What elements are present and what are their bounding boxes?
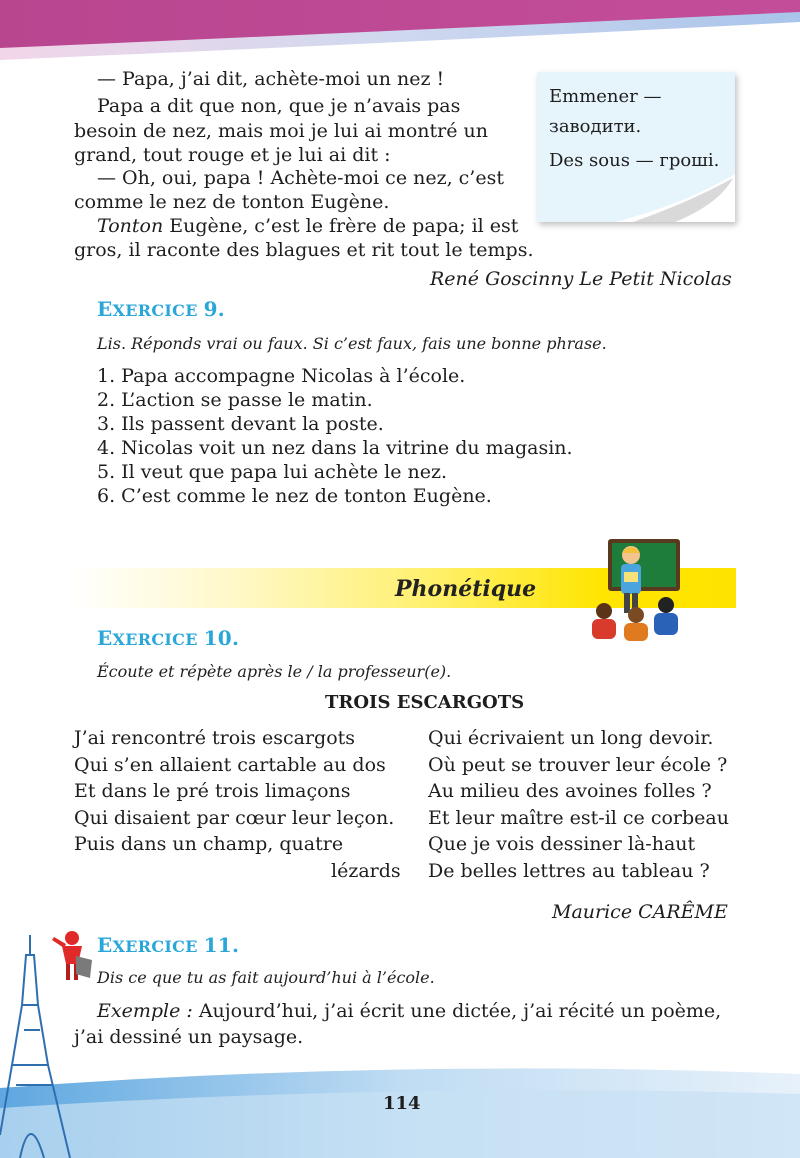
poem-line: Où peut se trouver leur école ? xyxy=(428,753,728,776)
example-label: Exemple : xyxy=(97,1000,193,1022)
exercise-9-title: EXERCICE 9. xyxy=(97,297,226,321)
page-number: 114 xyxy=(383,1093,421,1114)
exercise-10-title: EXERCICE 10. xyxy=(97,626,240,650)
poem-line: Qui s’en allaient cartable au dos xyxy=(74,753,386,776)
story-source: René Goscinny Le Petit Nicolas xyxy=(430,268,732,290)
example-line xyxy=(97,1000,721,1022)
exercise-10-instruction: Écoute et répète après le / la professeur(e). xyxy=(97,662,452,681)
poem-title: TROIS ESCARGOTS xyxy=(325,692,525,713)
poem-line: Puis dans un champ, quatre xyxy=(74,833,344,855)
page-curl xyxy=(615,174,735,222)
example-text: Aujourd’hui, j’ai écrit une dictée, j’ai récité un poème, xyxy=(192,1000,722,1022)
section-title: Phonétique xyxy=(395,576,537,602)
eiffel-tower-icon xyxy=(0,935,100,1158)
story-line-rest: Eugène, c’est le frère de papa; il est xyxy=(163,215,519,237)
vocab-line: Emmener — xyxy=(549,86,662,107)
header-band xyxy=(0,0,800,70)
exercise-11-title: EXERCICE 11. xyxy=(97,933,240,957)
story-line: gros, il raconte des blagues et rit tout le temps. xyxy=(74,239,534,261)
list-item: 3. Ils passent devant la poste. xyxy=(97,413,384,435)
vocab-line: заводити. xyxy=(549,116,642,137)
exercise-9-instruction: Lis. Réponds vrai ou faux. Si c’est faux, fais une bonne phrase. xyxy=(97,334,607,353)
story-line: grand, tout rouge et je lui ai dit : xyxy=(74,144,391,166)
exercise-11-instruction: Dis ce que tu as fait aujourd’hui à l’école. xyxy=(97,968,435,987)
list-item: 2. L’action se passe le matin. xyxy=(97,389,373,411)
poem-line: J’ai rencontré trois escargots xyxy=(74,727,356,749)
story-line: — Papa, j’ai dit, achète-moi un nez ! xyxy=(97,68,445,90)
vocab-note xyxy=(537,72,735,222)
poem-line: lézards xyxy=(331,859,401,882)
story-line: Papa a dit que non, que je n’avais pas xyxy=(97,95,461,117)
poem-line: Qui écrivaient un long devoir. xyxy=(428,727,714,749)
story-italic-word: Tonton xyxy=(97,215,164,237)
classroom-icon xyxy=(584,537,696,645)
story-line: comme le nez de tonton Eugène. xyxy=(74,191,390,213)
list-item: 5. Il veut que papa lui achète le nez. xyxy=(97,461,448,483)
list-item: 1. Papa accompagne Nicolas à l’école. xyxy=(97,365,466,387)
story-line: besoin de nez, mais moi je lui ai montré un xyxy=(74,120,488,142)
poem-line: Et leur maître est-il ce corbeau xyxy=(428,806,729,829)
poem-line: Que je vois dessiner là-haut xyxy=(428,833,696,855)
example-line: j’ai dessiné un paysage. xyxy=(74,1026,304,1048)
poem-line: Qui disaient par cœur leur leçon. xyxy=(74,806,395,829)
poem-line: Au milieu des avoines folles ? xyxy=(428,780,712,802)
poem-author: Maurice CARÊME xyxy=(552,901,728,923)
story-line: — Oh, oui, papa ! Achète-moi ce nez, c’est xyxy=(97,167,504,189)
list-item: 6. C’est comme le nez de tonton Eugène. xyxy=(97,485,492,507)
story-line xyxy=(97,215,518,237)
poem-line: De belles lettres au tableau ? xyxy=(428,859,710,882)
list-item: 4. Nicolas voit un nez dans la vitrine du magasin. xyxy=(97,437,573,459)
poem-left-column xyxy=(74,725,401,884)
poem-line: Et dans le pré trois limaçons xyxy=(74,780,351,802)
exercise-9-list xyxy=(97,364,573,508)
vocab-line: Des sous — гроші. xyxy=(549,150,720,171)
poem-right-column xyxy=(428,725,729,884)
